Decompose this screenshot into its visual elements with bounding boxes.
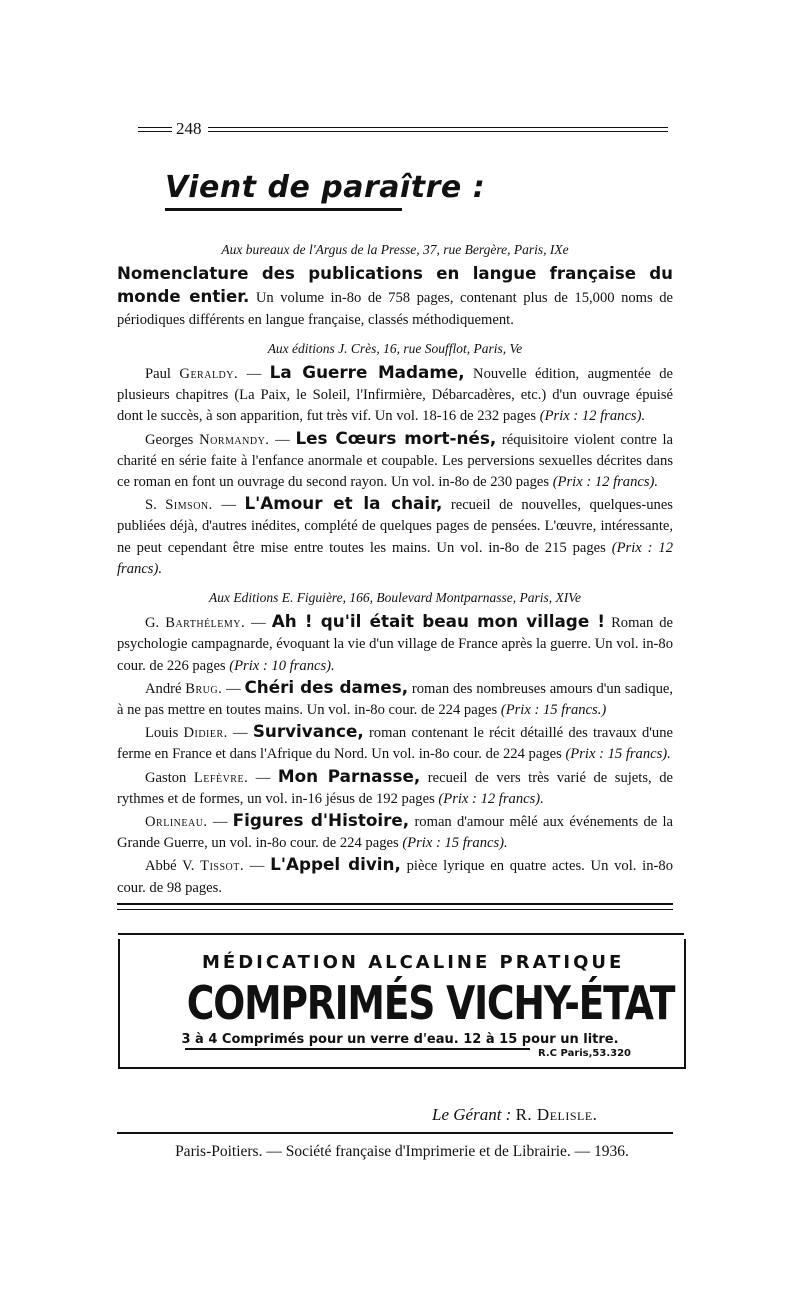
entry-text: roman des nombreuses amours d'un sadique, à ne pas mettre en toutes mains. Un vol. in-8o cour. de 224 pages [117,680,673,719]
advert-dosage: 3 à 4 Comprimés pour un verre d'eau. 12 à 15 pour un litre. [181,1032,619,1047]
author-last: Tissot. [200,858,245,875]
entry-tissot: Abbé V. Tissot. — L'Appel divin, pièce lyrique en quatre actes. Un vol. in-8o cour. de 98 pages. [117,854,673,896]
advert-registration: R.C Paris,53.320 [538,1048,632,1059]
author-last: Simson. [165,497,213,514]
author-first: Georges [145,431,194,448]
author-last: Geraldy. [179,366,239,383]
source-cres: Aux éditions J. Crès, 16, rue Soufflot, Paris, Ve [267,340,523,356]
footer-rule [117,1132,673,1134]
entry-simson: S. Simson. — L'Amour et la chair, recueil de nouvelles, quelques-unes publiées déjà, d'autres inédites, complété de quelques pages de pensées. L'œuvre, intéressante, ne peut cependant être mise entre toutes les mains. Un vol. in-8o de 215 pages (Prix : 12 francs). [117,493,673,577]
ad-border-top [118,933,684,935]
author-first: Abbé V. [145,858,195,875]
entry-text: roman contenant le récit détaillé des travaux d'une ferme en France et dans l'Afrique du Nord. Un vol. in-8o cour. de 224 pages [117,725,673,763]
book-title: Chéri des dames, [244,676,409,697]
entry-text: recueil de vers très varié de sujets, de rythmes et de formes, un vol. in-16 jésus de 192 pages [117,769,673,807]
title-underline [165,208,402,211]
entry-price: (Prix : 15 francs.) [500,702,607,719]
announcements [117,236,673,899]
advert-tagline: MÉDICATION ALCALINE PRATIQUE [202,952,625,973]
entry-price: (Prix : 12 francs). [552,474,659,491]
entry-lefevre: Gaston Lefèvre. — Mon Parnasse, recueil de vers très varié de sujets, de rythmes et de formes, un vol. in-16 jésus de 192 pages (Prix : 12 francs). [117,765,673,807]
page-title: Vient de paraître : [165,170,486,205]
entry-text: Un volume in-8o de 758 pages, contenant plus de 15,000 noms de périodiques différents en langue française, classés méthodiquement. [117,290,673,328]
header-rule-left-bottom [138,131,172,132]
author-last: Didier. [183,725,228,742]
author-last: Lefèvre. [193,769,249,786]
source-figuiere: Aux Editions E. Figuière, 166, Boulevard Montparnasse, Paris, XIVe [208,590,582,606]
author-last: Barthélemy. [165,615,246,632]
entry-price: (Prix : 12 francs). [438,790,544,807]
separator-rule-bottom [117,909,673,910]
entry-geraldy: Paul Geraldy. — La Guerre Madame, Nouvelle édition, augmentée de plusieurs chapitres (La Paix, le Soleil, l'Infirmière, Débarcadères, etc.) d'un ouvrage épuisé dont le succès, à son apparition, fut très vif. Un vol. 18-16 de 232 pages (Prix : 12 francs). [117,362,674,425]
ad-border-bottom [118,1067,684,1069]
header-rule-right-top [208,127,668,128]
entry-normandy: Georges Normandy. — Les Cœurs mort-nés, réquisitoire violent contre la charité en série faite à l'enfance anormale et coupable. Les perversions sexuelles décrites dans ce roman en font un ouvrage du second rayon. Un vol. in-8o de 230 pages (Prix : 12 francs). [117,427,674,491]
entry-text: réquisitoire violent contre la charité en série faite à l'enfance anormale et coupable. Les perversions sexuelles décrites dans ce roman en font un ouvrage du second rayon. Un vol. in-8o de 230 pages [117,431,674,491]
entry-barthelemy: G. Barthélemy. — Ah ! qu'il était beau mon village ! Roman de psychologie campagnarde, évoquant la vie d'un village de France après la guerre. Un vol. in-8o cour. de 226 pages (Prix : 10 francs). [117,611,674,674]
entry-text: roman d'amour mêlé aux événements de la Grande Guerre, un vol. in-8o cour. de 224 pages [117,814,673,852]
entry-title: Nomenclature des publications en langue française du monde entier. [117,264,673,307]
page-number: 248 [176,119,202,138]
gerant-signature [432,1105,597,1125]
book-title: Les Cœurs mort-nés, [295,427,497,448]
author-first: S. [145,497,157,514]
author-first: G. [145,615,160,632]
book-title: L'Appel divin, [270,854,401,875]
entry-brug: André Brug. — Chéri des dames, roman des nombreuses amours d'un sadique, à ne pas mettre en toutes mains. Un vol. in-8o cour. de 224 pages (Prix : 15 francs.) [117,676,673,719]
book-title: Figures d'Histoire, [232,810,410,831]
entry-text: pièce lyrique en quatre actes. Un vol. in-8o cour. de 98 pages. [117,858,673,896]
gerant-name: R. Delisle. [515,1105,598,1124]
advert-product: COMPRIMÉS VICHY-ÉTAT [186,976,675,1030]
entry-price: (Prix : 15 francs). [565,746,671,763]
author-first: André [145,680,182,697]
entry-nomenclature [117,263,673,331]
page-header [138,118,668,142]
header-rule-left-top [138,127,172,128]
entry-price: (Prix : 10 francs). [229,657,335,674]
entry-text: Roman de psychologie campagnarde, évoquant la vie d'un village de France après la guerre. Un vol. in-8o cour. de 226 pages [117,615,674,674]
entry-price: (Prix : 12 francs). [539,408,646,425]
book-title: Ah ! qu'il était beau mon village ! [271,611,606,632]
entry-text: Nouvelle édition, augmentée de plusieurs chapitres (La Paix, le Soleil, l'Infirmière, Débarcadères, etc.) d'un ouvrage épuisé dont le succès, à son apparition, fut très vif. Un vol. 18-16 de 232 pages [117,366,674,425]
book-title: Survivance, [252,721,364,742]
printer-footer: Paris-Poitiers. — Société française d'Imprimerie et de Librairie. — 1936. [175,1143,629,1160]
gerant-label: Le Gérant : [432,1105,512,1124]
book-title: La Guerre Madame, [269,362,465,383]
ad-inner-rule [185,1048,530,1050]
entry-didier: Louis Didier. — Survivance, roman contenant le récit détaillé des travaux d'une ferme en France et dans l'Afrique du Nord. Un vol. in-8o cour. de 224 pages (Prix : 15 francs). [117,721,673,763]
book-title: L'Amour et la chair, [244,493,443,514]
author-first: Paul [145,366,171,383]
author-last: Normandy. [199,431,270,448]
source-argus: Aux bureaux de l'Argus de la Presse, 37, rue Bergère, Paris, IXe [221,242,569,257]
separator-rule-top [117,903,673,905]
author-first: Louis [145,725,179,742]
entry-orlineau: Orlineau. — Figures d'Histoire, roman d'amour mêlé aux événements de la Grande Guerre, un vol. in-8o cour. de 224 pages (Prix : 15 francs). [117,810,673,852]
entry-text: recueil de nouvelles, quelques-unes publiées déjà, d'autres inédites, complété de quelques pages de pensées. L'œuvre, intéressante, ne peut cependant être mise entre toutes les mains. Un vol. in-8o de 215 pages [117,497,673,556]
author-last: Brug. [185,680,223,697]
header-rule-right-bottom [208,131,668,132]
entry-price: (Prix : 12 francs). [117,539,673,577]
author-first: Gaston [145,769,187,786]
author-last: Orlineau. [145,814,208,831]
entry-price: (Prix : 15 francs). [402,835,508,852]
book-title: Mon Parnasse, [277,765,421,786]
